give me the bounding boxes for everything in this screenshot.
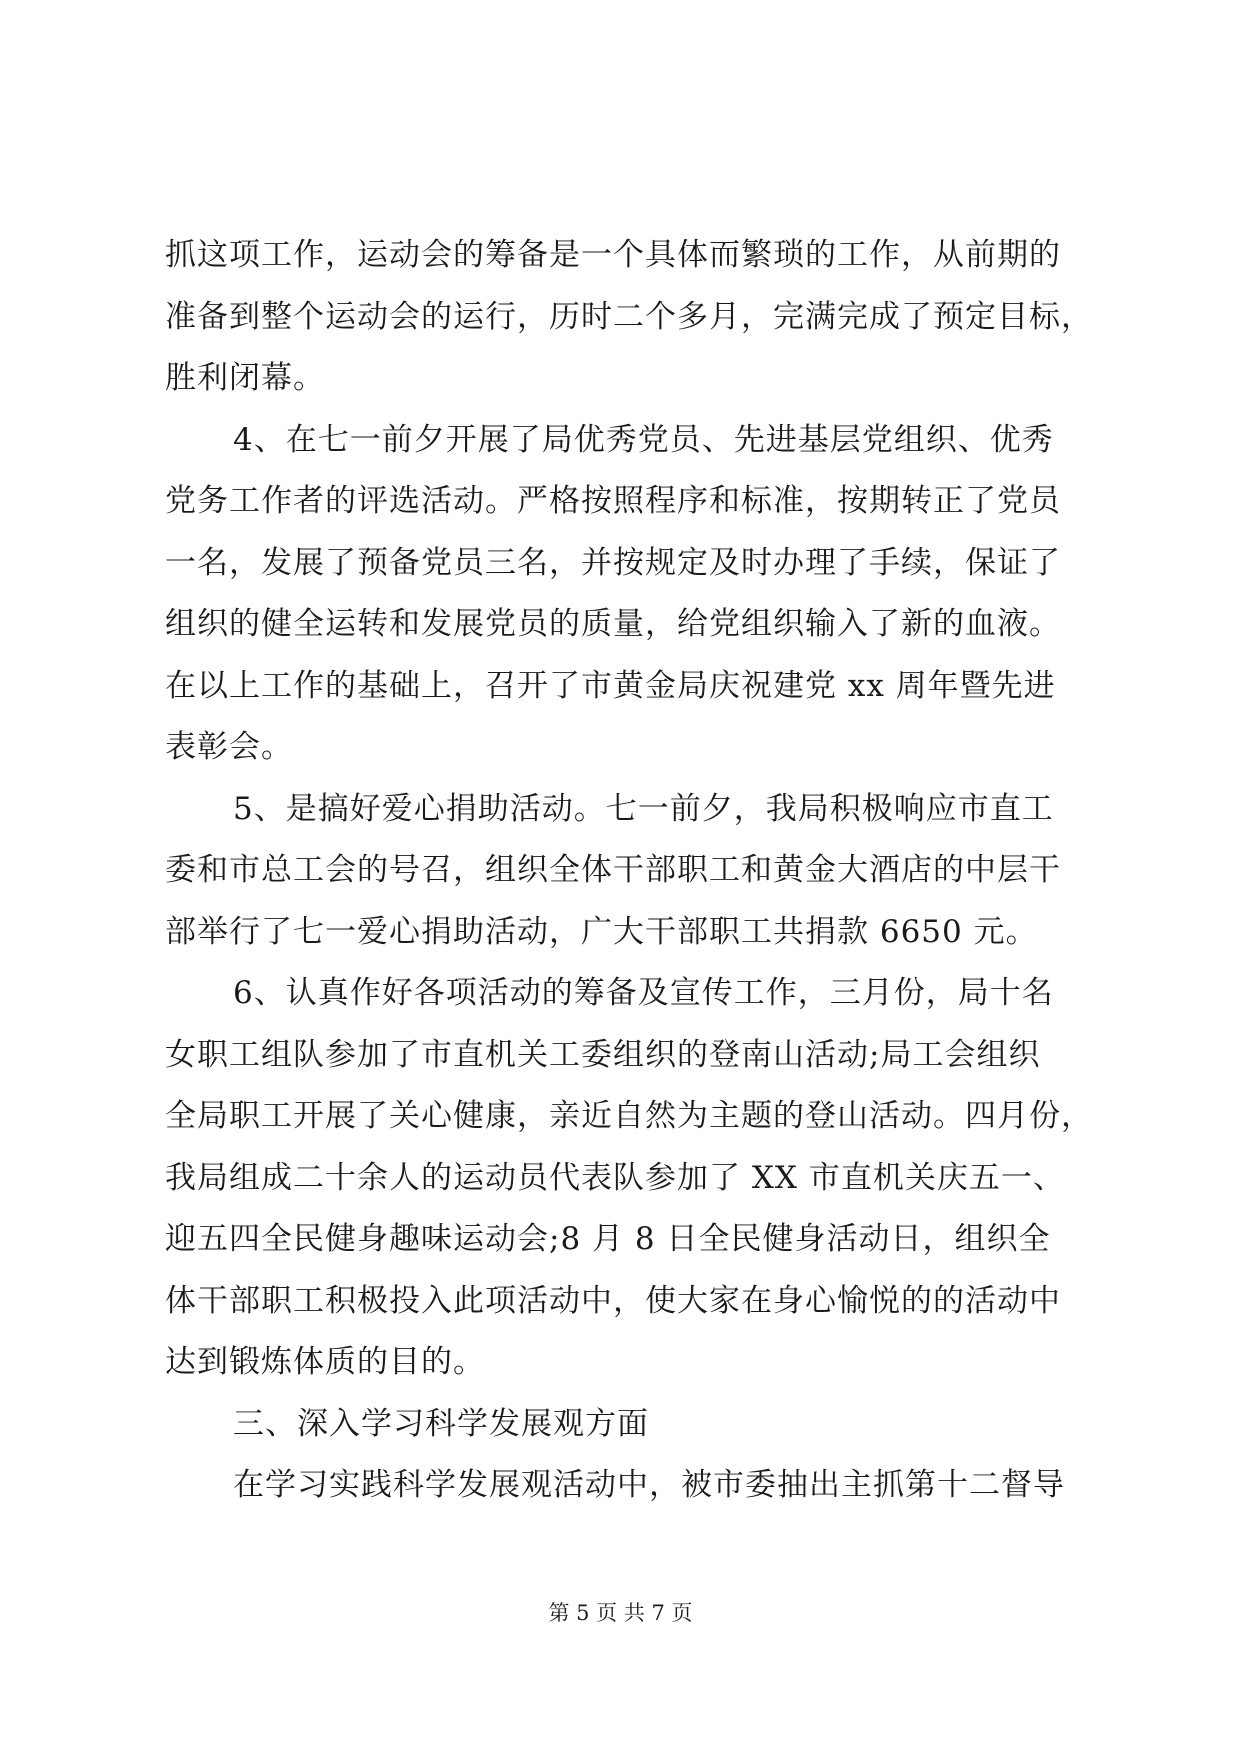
document-body bbox=[165, 225, 1093, 1517]
page-footer: 第 5 页 共 7 页 bbox=[548, 1601, 693, 1625]
text-line: 达到锻炼体质的目的。 bbox=[165, 1344, 485, 1380]
text-line: 表彰会。 bbox=[165, 729, 293, 765]
text-line: 迎五四全民健身趣味运动会;8 月 8 日全民健身活动日，组织全 bbox=[165, 1221, 1051, 1257]
text-line: 抓这项工作，运动会的筹备是一个具体而繁琐的工作，从前期的 bbox=[165, 237, 1061, 273]
text-line: 准备到整个运动会的运行，历时二个多月，完满完成了预定目标， bbox=[165, 298, 1093, 335]
text-line: 在以上工作的基础上，召开了市黄金局庆祝建党 xx 周年暨先进 bbox=[165, 667, 1056, 704]
text-line: 委和市总工会的号召，组织全体干部职工和黄金大酒店的中层干 bbox=[165, 852, 1061, 888]
text-line: 女职工组队参加了市直机关工委组织的登南山活动;局工会组织 bbox=[165, 1036, 1041, 1073]
text-line: 我局组成二十余人的运动员代表队参加了 XX 市直机关庆五一、 bbox=[165, 1159, 1065, 1196]
text-line: 胜利闭幕。 bbox=[165, 360, 325, 396]
text-line: 6、认真作好各项活动的筹备及宣传工作，三月份，局十名 bbox=[233, 975, 1054, 1011]
text-line: 部举行了七一爱心捐助活动，广大干部职工共捐款 6650 元。 bbox=[165, 913, 1038, 950]
text-line: 一名，发展了预备党员三名，并按规定及时办理了手续，保证了 bbox=[165, 544, 1061, 581]
text-line: 体干部职工积极投入此项活动中，使大家在身心愉悦的的活动中 bbox=[165, 1282, 1061, 1319]
text-line: 组织的健全运转和发展党员的质量，给党组织输入了新的血液。 bbox=[165, 606, 1061, 642]
text-line: 全局职工开展了关心健康，亲近自然为主题的登山活动。四月份， bbox=[165, 1098, 1093, 1134]
text-line: 党务工作者的评选活动。严格按照程序和标准，按期转正了党员 bbox=[165, 483, 1061, 519]
text-line: 在学习实践科学发展观活动中，被市委抽出主抓第十二督导 bbox=[233, 1467, 1065, 1503]
text-line: 5、是搞好爱心捐助活动。七一前夕，我局积极响应市直工 bbox=[233, 790, 1054, 827]
text-line: 4、在七一前夕开展了局优秀党员、先进基层党组织、优秀 bbox=[233, 421, 1054, 458]
text-line: 三、深入学习科学发展观方面 bbox=[233, 1405, 649, 1442]
